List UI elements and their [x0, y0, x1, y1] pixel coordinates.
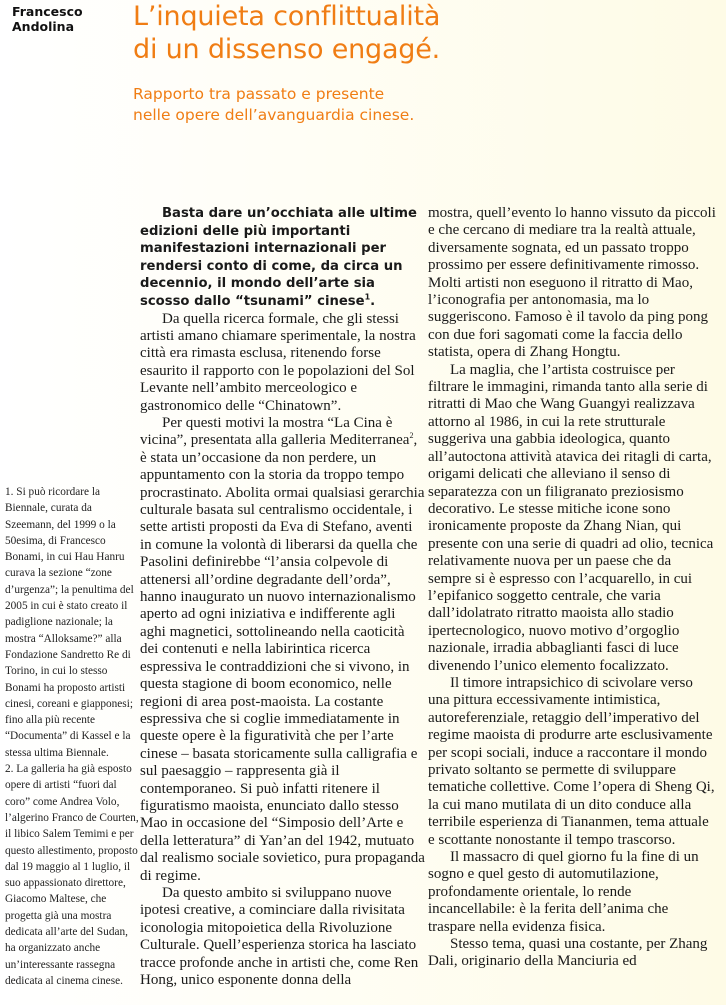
subtitle-line-2: nelle opere dell’avanguardia cinese. [133, 106, 415, 124]
body-column-2 [428, 205, 718, 971]
author-last-name: Andolina [12, 19, 75, 34]
footnote-1: 1. Si può ricordare la Biennale, curata da Szeemann, del 1999 o la 50esima, di Francesco Bonami, in cui Hau Hanru curava la sezione “zone d’urgenza”; la penultima del 2005 in cui è stato creato il padiglione nazionale; la mostra “Alloksame?” alla Fondazione Sandretto Re di Torino, in cui lo stesso Bonami ha proposto artisti cinesi, coreani e giapponesi; fino alla più recente “Documenta” di Kassel e la stessa ultima Biennale. [5, 486, 134, 759]
paragraph-2-rest: , è stata un’occasione da non perdere, un appuntamento con la storia da troppo tempo procrastinato. Abolita ormai qualsiasi gerarchia culturale basata sul centralismo occidentale, i sette artisti proposti da Eva di Stefano, aventi in comune la volontà di liberarsi da quella che Pasolini definirebbe “l’ansia colpevole di attenersi all’ordine degradante dell’orda”, hanno inaugurato un nuovo internazionalismo aperto ad ogni iniziativa e indifferente agli aghi magnetici, sottolineando nella caoticità dei contenuti e nella labirintica ricerca espressiva le contraddizioni che si vivono, in questa stagione di boom economico, nelle regioni di area post-maoista. La costante espressiva che si coglie immediatamente in queste opere è la figuratività che per l’arte cinese – basata storicamente sulla calligrafia e sul paesaggio – rappresenta già il contemporaneo. Si può infatti ritenere il figuratismo maoista, enunciato dallo stesso Mao in occasione del “Simposio dell’Arte e della letteratura” di Yan’an del 1942, mutuato dal realismo sociale sovietico, pura propaganda di regime. [140, 432, 425, 884]
title-line-2: di un dissenso engagé. [133, 34, 441, 65]
subtitle-line-1: Rapporto tra passato e presente [133, 85, 385, 103]
footnotes [5, 484, 140, 989]
paragraph-5: Il timore intrapsichico di scivolare verso una pittura eccessivamente intimistica, autoreferenziale, retaggio dell’imperativo del regime maoista di produrre arte esclusivamente per scopi sociali, induce a raccontare il mondo privato soltanto se permette di sviluppare tematiche collettive. Come l’opera di Sheng Qi, la cui mano mutilata di un dito conduce alla terribile esperienza di Tiananmen, tema attuale e scottante nonostante il tempo trascorso. [428, 674, 715, 848]
article-subtitle [133, 84, 414, 126]
body-column-1 [140, 205, 425, 989]
title-line-1: L’inquieta conflittualità [133, 1, 441, 32]
paragraph-2 [140, 415, 425, 885]
lead-end: . [370, 293, 376, 309]
lead-paragraph [140, 205, 425, 311]
paragraph-6: Il massacro di quel giorno fu la fine di un sogno e quel gesto di automutilazione, profondamente orientale, lo rende incancellabile: è la ferita dell’anima che traspare nella evidenza fisica. [428, 849, 699, 935]
author-first-name: Francesco [12, 4, 83, 19]
lead-text: Basta dare un’occhiata alle ultime edizioni delle più importanti manifestazioni internazionali per rendersi conto di come, da circa un decennio, il mondo dell’arte sia scosso dallo “tsunami” cinese [140, 206, 417, 309]
footnote-ref-2: 2 [409, 431, 414, 441]
paragraph-3: Da questo ambito si sviluppano nuove ipotesi creative, a cominciare dalla rivisitata iconologia mitopoietica della Rivoluzione Culturale. Quell’esperienza storica ha lasciato tracce profonde anche in artisti che, come Ren Hong, unico esponente donna della [140, 884, 419, 988]
paragraph-2-start: Per questi motivi la mostra “La Cina è vicina”, presentata alla galleria Mediterranea [140, 415, 410, 449]
paragraph-3-continued: mostra, quell’evento lo hanno vissuto da piccoli e che cercano di mediare tra la realtà attuale, diversamente sognata, ed un passato troppo prossimo per essere definitivamente rimosso. Molti artisti non eseguono il ritratto di Mao, l’iconografia per antonomasia, ma lo suggeriscono. Famoso è il tavolo da ping pong con due fori sagomati come la faccia dello statista, opera di Zhang Hongtu. [428, 205, 716, 361]
footnote-ref-1: 1 [364, 292, 371, 302]
author-byline [12, 4, 83, 34]
footnote-2: 2. La galleria ha già esposto opere di artisti “fuori dal coro” come Andrea Volo, l’algerino Franco de Courten, il libico Salem Temimi e per questo allestimento, proposto dal 19 maggio al 1 luglio, il suo appassionato direttore, Giacomo Maltese, che progetta già una mostra dedicata all’arte del Sudan, ha organizzato anche un’interessante rassegna dedicata al cinema cinese. [5, 763, 139, 987]
article-title [133, 0, 440, 66]
paragraph-7: Stesso tema, quasi una costante, per Zhang Dali, originario della Manciuria ed [428, 936, 708, 970]
paragraph-4: La maglia, che l’artista costruisce per filtrare le immagini, rimanda tanto alla serie di ritratti di Mao che Wang Guangyi realizzava attorno al 1986, in cui la rete strutturale suggeriva una gabbia ideologica, quanto all’autoctona attività atavica dei ritagli di carta, origami delicati che alleviano il senso di separatezza con un filigranato preziosismo decorativo. Le stesse mitiche icone sono ironicamente proposte da Zhang Nian, qui presente con una serie di quadri ad olio, tecnica relativamente nuova per un paese che da sempre si è espresso con l’acquarello, in cui l’epifanico soggetto centrale, che varia dall’idolatrato ritratto maoista allo stadio ipertecnologico, nuovo motivo d’orgoglio nazionale, irradia abbaglianti fasci di luce divenendo l’unico elemento focalizzato. [428, 361, 714, 674]
paragraph-1: Da quella ricerca formale, che gli stessi artisti amano chiamare sperimentale, la nostra città era rimasta esclusa, ritenendo forse esaurito il rapporto con le popolazioni del Sol Levante nell’ambito merceologico e gastronomico delle “Chinatown”. [140, 310, 416, 414]
